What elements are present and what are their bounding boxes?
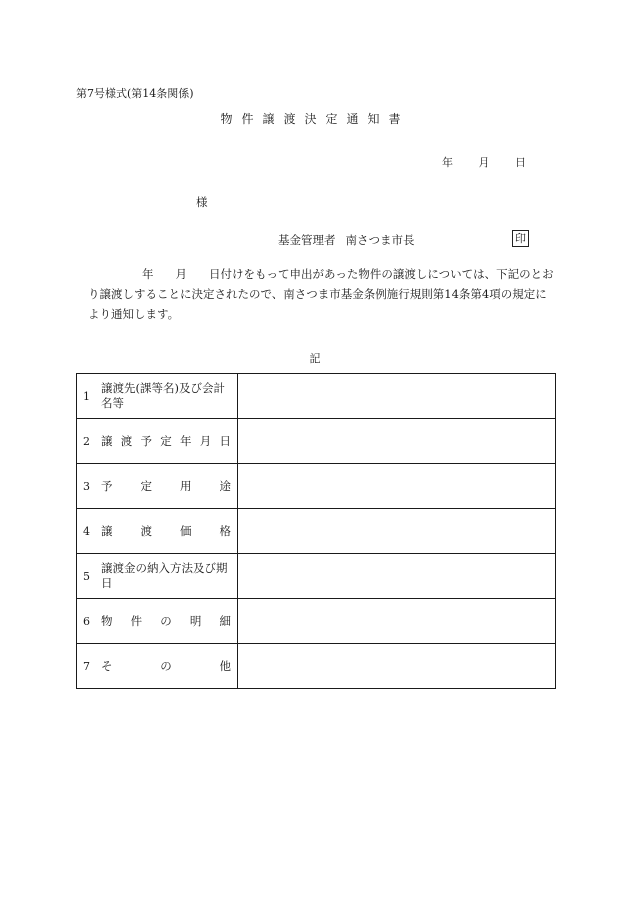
- notice-body: [88, 264, 556, 324]
- row-value-field[interactable]: [238, 374, 556, 419]
- row-label-cell: [77, 419, 238, 464]
- table-row: [77, 554, 556, 599]
- row-label: そ の 他: [101, 659, 231, 673]
- date-month-label: 月: [478, 156, 490, 169]
- row-label: 譲渡金の納入方法及び期日: [101, 561, 228, 590]
- table-row: [77, 374, 556, 419]
- row-number: 2: [83, 434, 90, 448]
- row-label: 譲 渡 価 格: [101, 524, 231, 538]
- date-year-label: 年: [442, 156, 453, 169]
- row-value-field[interactable]: [238, 644, 556, 689]
- row-label-cell: [77, 374, 238, 419]
- issuer-title: 基金管理者: [278, 233, 336, 247]
- table-row: [77, 419, 556, 464]
- row-label-cell: [77, 509, 238, 554]
- row-label: 予 定 用 途: [101, 479, 231, 493]
- table-row: [77, 644, 556, 689]
- row-label: 譲 渡 予 定 年 月 日: [101, 434, 231, 448]
- row-value-field[interactable]: [238, 464, 556, 509]
- row-label: 物 件 の 明 細: [101, 614, 231, 628]
- issue-date: [442, 154, 526, 170]
- table-row: [77, 599, 556, 644]
- row-label-cell: [77, 464, 238, 509]
- body-month-label: 月: [175, 267, 187, 281]
- issuer-name: 南さつま市長: [345, 233, 415, 247]
- date-day-label: 日: [515, 156, 526, 169]
- row-number: 1: [83, 389, 90, 403]
- form-number: 第7号様式(第14条関係): [76, 87, 194, 100]
- body-text: 日付けをもって申出があった物件の譲渡しについては、下記のとおり譲渡しすることに決定されたので、南さつま市基金条例施行規則第14条第4項の規定により通知します。: [88, 267, 554, 321]
- row-number: 3: [83, 479, 90, 493]
- table-row: [77, 464, 556, 509]
- row-number: 5: [83, 569, 90, 583]
- detail-table: [76, 373, 556, 689]
- row-label-cell: [77, 644, 238, 689]
- table-row: [77, 509, 556, 554]
- row-label-cell: [77, 554, 238, 599]
- document-title: 物件譲渡決定通知書: [220, 112, 410, 126]
- row-value-field[interactable]: [238, 599, 556, 644]
- row-value-field[interactable]: [238, 554, 556, 599]
- issuer: [278, 232, 415, 248]
- row-number: 6: [83, 614, 90, 628]
- row-label-cell: [77, 599, 238, 644]
- addressee-suffix: 様: [196, 195, 208, 209]
- row-number: 7: [83, 659, 90, 673]
- body-year-label: 年: [142, 267, 154, 281]
- row-number: 4: [83, 524, 90, 538]
- row-value-field[interactable]: [238, 509, 556, 554]
- ki-heading: 記: [309, 352, 321, 365]
- row-label: 譲渡先(課等名)及び会計名等: [101, 381, 225, 410]
- seal-mark: 印: [512, 230, 529, 247]
- row-value-field[interactable]: [238, 419, 556, 464]
